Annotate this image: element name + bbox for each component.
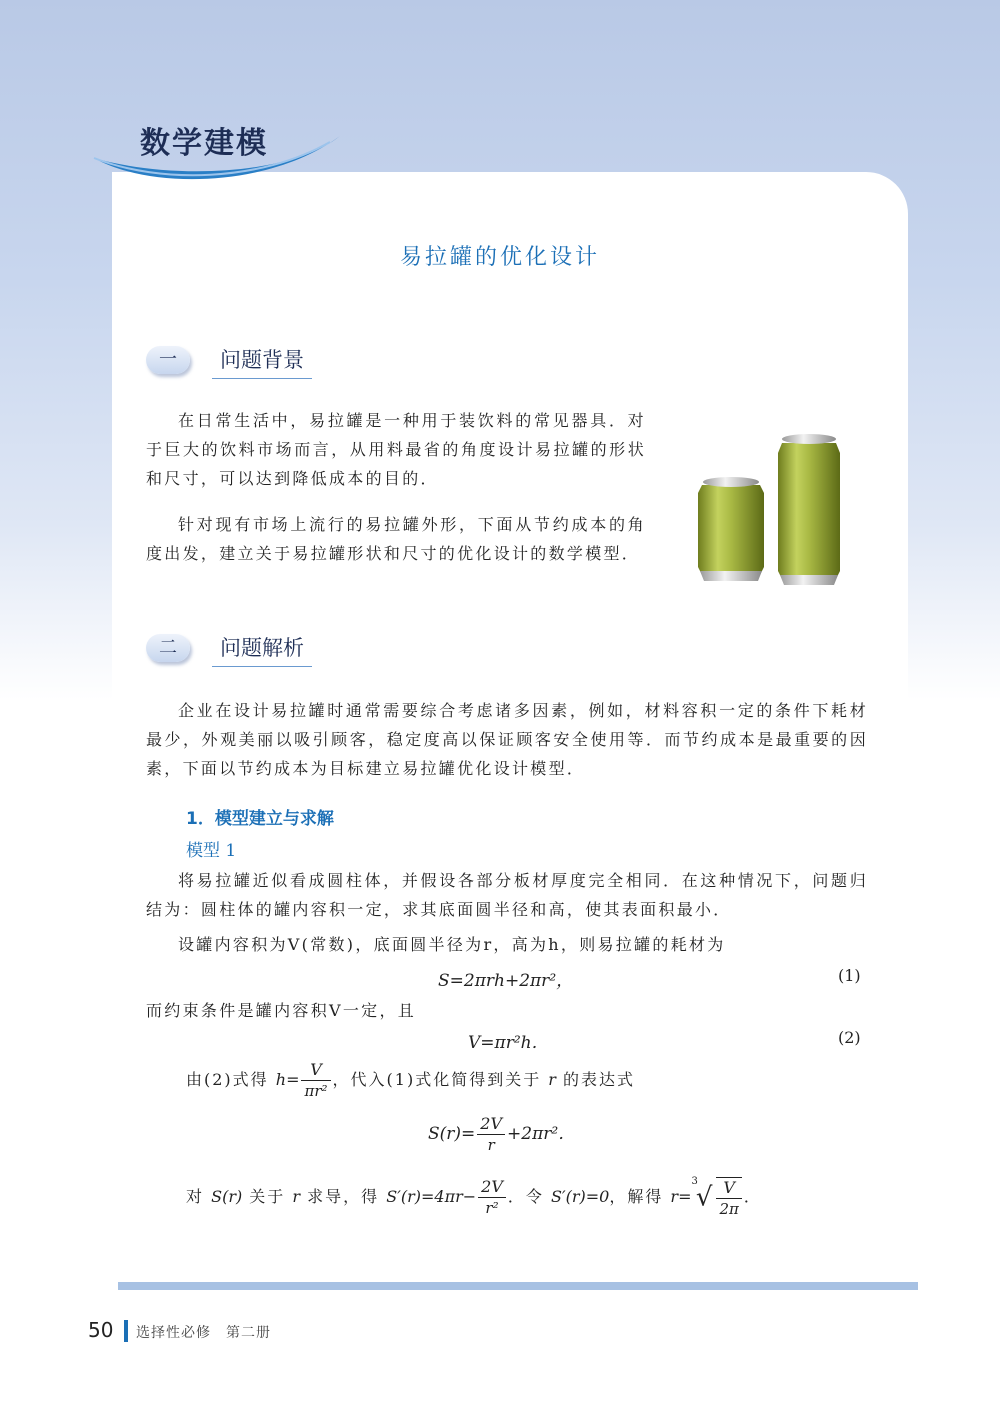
s-of-r: S(r): [211, 1187, 243, 1206]
constraint-paragraph: 而约束条件是罐内容积V一定，且: [146, 1001, 417, 1020]
book-title: 选择性必修 第二册: [136, 1325, 271, 1341]
variables-paragraph: 设罐内容积为V(常数)，底面圆半径为r，高为h，则易拉罐的耗材为: [178, 935, 726, 954]
root-index: 3: [691, 1176, 700, 1187]
section1-paragraph-1: 在日常生活中，易拉罐是一种用于装饮料的常见器具．对于巨大的饮料市场而言，从用料最省的角度设计易拉罐的形状和尺寸，可以达到降低成本的目的．: [146, 411, 646, 488]
derivative-zero: S′(r)=0: [551, 1187, 610, 1206]
equation-3-left: S(r)=: [428, 1124, 476, 1144]
soda-cans-image: [690, 425, 890, 595]
substitution-text-1: 由(2)式得: [186, 1070, 269, 1089]
r-variable: r: [548, 1070, 556, 1089]
radical-sign-icon: √: [695, 1182, 715, 1213]
section2-badge: 二: [146, 634, 190, 662]
footer-divider: [124, 1320, 128, 1342]
footer-bar: [118, 1282, 918, 1290]
derivative-text-2: 关于: [249, 1187, 286, 1206]
equation-3-numerator: 2V: [477, 1114, 505, 1135]
derivative-denominator: r²: [485, 1199, 499, 1217]
h-fraction-denominator: πr²: [304, 1082, 328, 1100]
model-paragraph: 将易拉罐近似看成圆柱体，并假设各部分板材厚度完全相同．在这种情况下，问题归结为：圆柱体的罐内容积一定，求其底面圆半径和高，使其表面积最小．: [146, 871, 868, 919]
section2-paragraph-1: 企业在设计易拉罐时通常需要综合考虑诸多因素，例如，材料容积一定的条件下耗材最少，外观美丽以吸引顾客，稳定度高以保证顾客安全使用等．而节约成本是最重要的因素，下面以节约成本为目标建立易拉罐优化设计模型．: [146, 701, 868, 778]
substitution-text-2: ，代入(1)式化简得到关于: [332, 1070, 542, 1089]
equation-3-fraction: [477, 1114, 505, 1155]
section1-paragraph-2: 针对现有市场上流行的易拉罐外形，下面从节约成本的角度出发，建立关于易拉罐形状和尺寸的优化设计的数学模型．: [146, 515, 646, 563]
equation-2-number: (2): [838, 1028, 861, 1047]
substitution-line: [186, 1060, 635, 1101]
derivative-numerator: 2V: [478, 1177, 506, 1198]
equation-1: S=2πrh+2πr²，: [438, 971, 574, 991]
derivative-expression: S′(r)=4πr−: [386, 1187, 477, 1206]
h-fraction-numerator: V: [301, 1060, 330, 1081]
section2-title: 问题解析: [212, 632, 312, 667]
derivative-text-5: ，解得: [609, 1187, 664, 1206]
root-numerator: V: [716, 1178, 741, 1199]
equation-3-right: +2πr²．: [507, 1124, 576, 1144]
equation-1-number: (1): [838, 966, 861, 985]
h-fraction: [301, 1060, 330, 1101]
derivative-text-4: ．令: [507, 1187, 544, 1206]
r-equals: r=: [670, 1187, 692, 1206]
h-equals: h=: [275, 1070, 300, 1089]
page-number: 50: [88, 1318, 114, 1342]
derivative-text-3: 求导，得: [307, 1187, 380, 1206]
model-heading: 模型 1: [186, 841, 237, 861]
equation-3: [428, 1114, 575, 1155]
root-denominator: 2π: [719, 1199, 739, 1218]
equation-2: V=πr²h．: [468, 1033, 549, 1053]
chapter-header-title: 数学建模: [140, 126, 268, 161]
derivative-end: ．: [743, 1187, 762, 1206]
root-fraction: [716, 1177, 741, 1219]
subsection-heading: 1．模型建立与求解: [186, 809, 334, 829]
article-title: 易拉罐的优化设计: [399, 245, 600, 270]
derivative-fraction: [478, 1177, 506, 1218]
substitution-text-3: 的表达式: [563, 1070, 636, 1089]
derivative-text-1: 对: [186, 1187, 205, 1206]
section1-badge: 一: [146, 346, 190, 374]
r-variable-2: r: [292, 1187, 301, 1206]
derivative-line: [186, 1176, 762, 1219]
equation-3-denominator: r: [487, 1136, 495, 1154]
section1-title: 问题背景: [212, 344, 312, 379]
